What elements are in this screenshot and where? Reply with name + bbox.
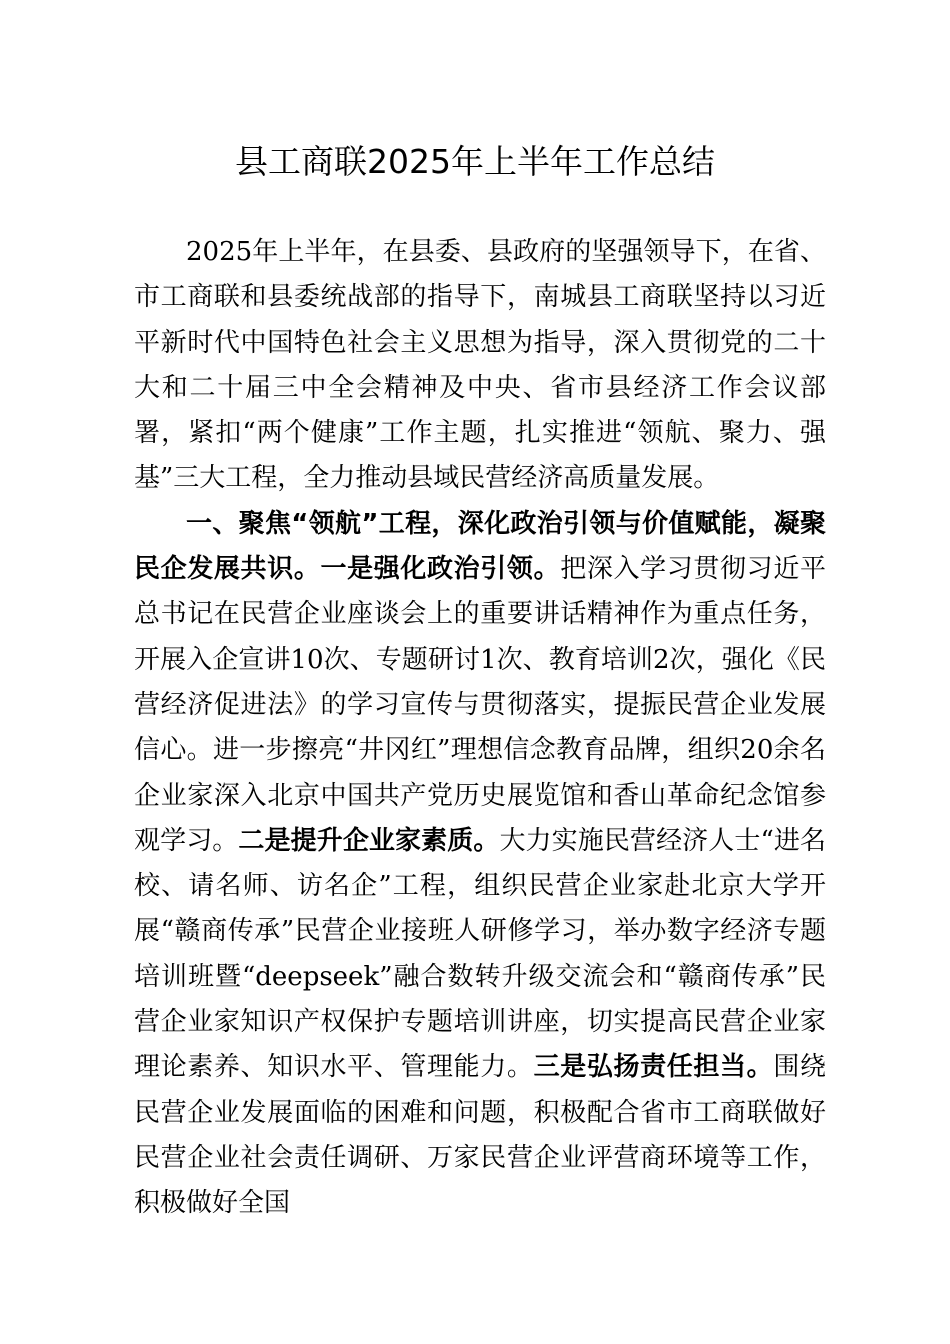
point-2-title: 二是提升企业家素质。 xyxy=(238,825,500,856)
section-1-paragraph xyxy=(134,502,826,1227)
point-3-title: 三是弘扬责任担当。 xyxy=(533,1052,774,1083)
point-1-text: 把深入学习贯彻习近平总书记在民营企业座谈会上的重要讲话精神作为重点任务，开展入企宣讲10次、专题研讨1次、教育培训2次，强化《民营经济促进法》的学习宣传与贯彻落实，提振民营企业发展信心。进一步擦亮“井冈红”理想信念教育品牌，组织20余名企业家深入北京中国共产党历史展览馆和香山革命纪念馆参观学习。 xyxy=(134,554,826,856)
intro-paragraph: 2025年上半年，在县委、县政府的坚强领导下，在省、市工商联和县委统战部的指导下，南城县工商联坚持以习近平新时代中国特色社会主义思想为指导，深入贯彻党的二十大和二十届三中全会精神及中央、省市县经济工作会议部署，紧扣“两个健康”工作主题，扎实推进“领航、聚力、强基”三大工程，全力推动县域民营经济高质量发展。 xyxy=(134,237,826,494)
point-2-text: 大力实施民营经济人士“进名校、请名师、访名企”工程，组织民营企业家赴北京大学开展“赣商传承”民营企业接班人研修学习，举办数字经济专题培训班暨“deepseek”融合数转升级交流会和“赣商传承”民营企业家知识产权保护专题培训讲座，切实提高民营企业家理论素养、知识水平、管理能力。 xyxy=(134,825,826,1083)
point-3-text: 围绕民营企业发展面临的困难和问题，积极配合省市工商联做好民营企业社会责任调研、万家民营企业评营商环境等工作，积极做好全国 xyxy=(134,1052,826,1219)
document-title: 县工商联2025年上半年工作总结 xyxy=(235,142,715,181)
section-1-heading: 一、聚焦“领航”工程，深化政治引领与价值赋能，凝聚民企发展共识。 xyxy=(134,508,826,585)
point-1-title: 一是强化政治引领。 xyxy=(320,554,561,585)
document-body xyxy=(134,230,826,1227)
